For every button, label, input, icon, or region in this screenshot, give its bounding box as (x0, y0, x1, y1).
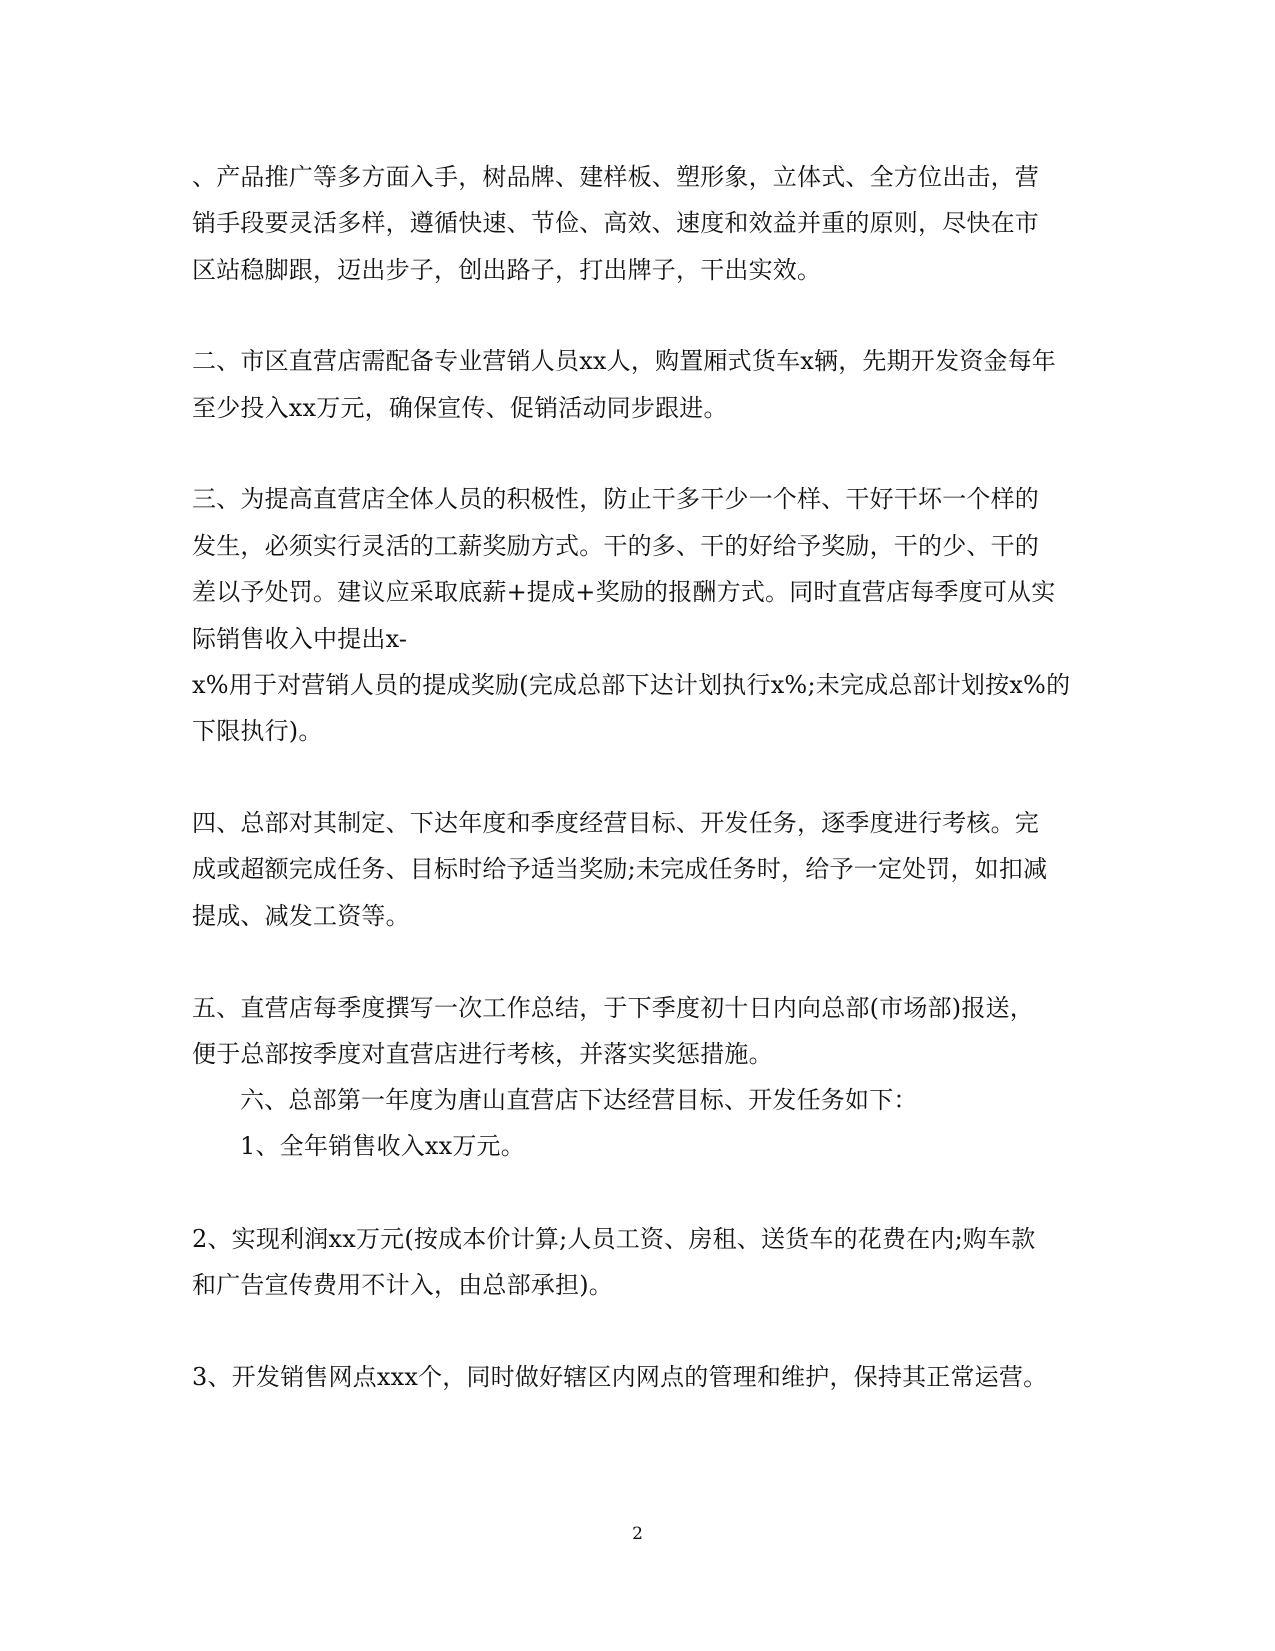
paragraph-line: 五、直营店每季度撰写一次工作总结，于下季度初十日内向总部(市场部)报送， (192, 994, 1034, 1022)
page-number: 2 (632, 1524, 643, 1544)
paragraph-line: 成或超额完成任务、目标时给予适当奖励;未完成任务时，给予一定处罚，如扣减 (192, 855, 1048, 883)
paragraph-line: 2、实现利润xx万元(按成本价计算;人员工资、房租、送货车的花费在内;购车款 (192, 1225, 1036, 1253)
paragraph-line: 1、全年销售收入xx万元。 (240, 1132, 525, 1160)
paragraph-line: 发生，必须实行灵活的工薪奖励方式。干的多、干的好给予奖励，干的少、干的 (192, 532, 1039, 560)
paragraph-line: 二、市区直营店需配备专业营销人员xx人，购置厢式货车x辆，先期开发资金每年 (192, 347, 1057, 375)
paragraph-line: 和广告宣传费用不计入，由总部承担)。 (192, 1271, 613, 1299)
paragraph-line: 三、为提高直营店全体人员的积极性，防止干多干少一个样、干好干坏一个样的 (192, 485, 1039, 513)
paragraph-line: 至少投入xx万元，确保宣传、促销活动同步跟进。 (192, 394, 728, 422)
paragraph-line: 六、总部第一年度为唐山直营店下达经营目标、开发任务如下： (240, 1086, 918, 1114)
paragraph-line: 3、开发销售网点xxx个，同时做好辖区内网点的管理和维护，保持其正常运营。 (192, 1363, 1048, 1391)
paragraph-line: 提成、减发工资等。 (192, 902, 410, 930)
paragraph-line: 下限执行)。 (192, 717, 323, 745)
paragraph-line: 销手段要灵活多样，遵循快速、节俭、高效、速度和效益并重的原则，尽快在市 (192, 209, 1039, 237)
paragraph-line: 差以予处罚。建议应采取底薪+提成+奖励的报酬方式。同时直营店每季度可从实 (192, 578, 1056, 606)
paragraph-line: 便于总部按季度对直营店进行考核，并落实奖惩措施。 (192, 1040, 773, 1068)
paragraph-line: 、产品推广等多方面入手，树品牌、建样板、塑形象，立体式、全方位出击，营 (192, 163, 1039, 191)
paragraph-line: 区站稳脚跟，迈出步子，创出路子，打出牌子，干出实效。 (192, 256, 822, 284)
paragraph-line: 际销售收入中提出x- (192, 625, 408, 653)
paragraph-line: 四、总部对其制定、下达年度和季度经营目标、开发任务，逐季度进行考核。完 (192, 809, 1039, 837)
paragraph-line: x%用于对营销人员的提成奖励(完成总部下达计划执行x%;未完成总部计划按x%的 (192, 671, 1071, 699)
